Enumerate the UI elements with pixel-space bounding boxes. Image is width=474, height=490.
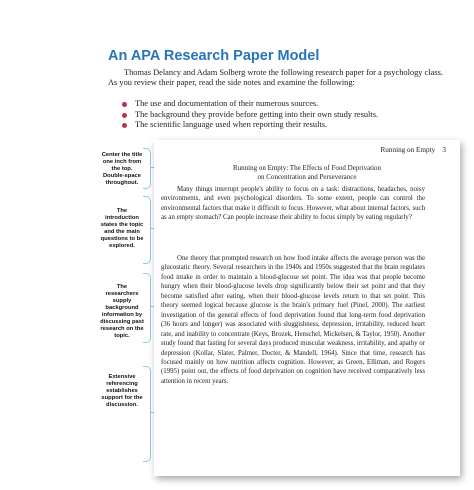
note-bracket [143,273,151,343]
note-bracket [143,196,151,264]
bullet-text: The background they provide before getting into their own study results. [135,109,379,119]
page-title: An APA Research Paper Model [108,48,320,64]
side-note-background: The researchers supply background information by discussing past research on the topic. [100,284,144,339]
bullet-icon [122,123,127,128]
side-note-introduction: The introduction states the topic and the main questions to be explored. [100,208,144,249]
list-item [120,120,450,131]
paper-paragraph: Many things interrupt people's ability to focus on a task: distractions, headaches, noisy environments, and even psychological disorders. To some extent, people can control the environmental factors that make it difficult to focus. However, what about internal factors, such as an empty stomach? Can people increase their ability to focus simply by eating regularly? [161,186,425,222]
research-paper-page [154,140,460,476]
paper-subtitle-line: on Concentration and Perseverance [257,172,357,181]
note-bracket [143,148,151,189]
bullet-icon [122,113,127,118]
bullet-text: The use and documentation of their numerous sources. [135,99,319,108]
note-bracket [143,366,151,462]
side-note-referencing: Extensive referencing establishes support for the discussion. [101,374,143,408]
running-head [381,146,447,154]
paper-paragraph: One theory that prompted research on how food intake affects the average person was the glucostatic theory. Several researchers in the 1940s and 1950s suggested that the brain regulates food intake in order to maintain a blood-glucose set point. The idea was that people become hungry when their blood-glucose levels drop significantly below their set point and that they become satisfied after eating, when their blood-glucose levels return to that set point. This theory seemed logical because glucose is the brain's primary fuel (Pinel, 2000). The earliest investigation of the general effects of food deprivation found that long-term food deprivation (36 hours and longer) was associated with sluggishness, depression, irritability, reduced heart rate, and inability to concentrate (Keys, Brozek, Henschel, Mickelsen, & Taylor, 1950). Another study found that fasting for several days produced muscular weakness, irritability, and apathy or depression (Kollar, Slater, Palmer, Docter, & Mandell, 1964). Since that time, research has focused mainly on how nutrition affects cognition. However, as Green, Elliman, and Rogers (1995) point out, the effects of food deprivation on cognition have received comparatively less attention in recent years. [161,255,425,385]
paper-title [154,164,460,181]
running-head-text: Running on Empty [380,146,436,154]
bullet-icon [122,102,127,107]
list-item [120,110,450,121]
bullet-list [120,99,450,131]
side-note-title: Center the title one inch from the top. Double-space throughout. [101,152,143,186]
page-number: 3 [442,146,446,154]
paper-title-line: Running on Empty: The Effects of Food Deprivation [232,164,382,172]
bullet-text: The scientific language used when reporting their results. [135,120,328,129]
intro-paragraph: Thomas Delancy and Adam Solberg wrote the following research paper for a psychology class. As you review their paper, read the side notes and examine the following: [108,68,443,88]
list-item [120,99,450,110]
